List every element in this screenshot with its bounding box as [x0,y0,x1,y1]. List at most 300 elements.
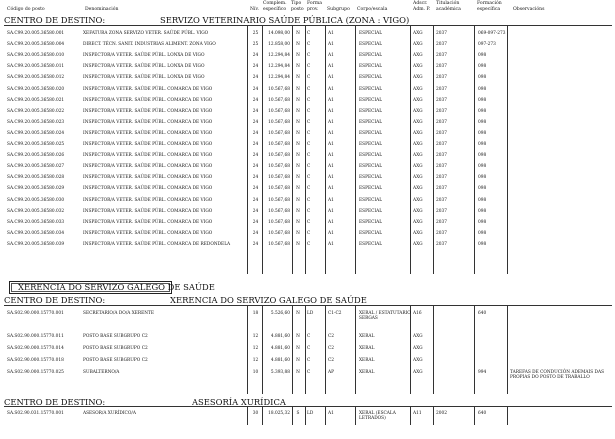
cell-form: 098 [478,208,487,214]
cell-comp: 4.881,60 [270,334,290,339]
cell-nivel: 24 [252,119,259,125]
cell-tipo: N [296,241,300,247]
cell-den: INSPECTOR/A VETER. SAÚDE PÚBL. COMARCA DE VIGO [83,86,213,92]
header-nivel-1: Nív. [250,7,259,12]
cell-tipo: N [296,86,300,92]
cell-forma: C [307,346,311,351]
cell-den: POSTO BASE SUBGRUPO C2 [83,346,148,351]
cell-forma: C [307,230,311,236]
cell-tipo: N [296,358,300,363]
cell-corpo: ESPECIAL [359,142,383,147]
cell-comp: 10.567,68 [268,108,290,114]
cell-sub: A1 [328,241,334,247]
cell-sub: A1 [328,64,334,70]
cell-corpo: ESPECIAL [359,53,383,59]
cell-tipo: N [296,153,300,159]
cell-nivel: 12 [252,346,259,351]
cell-form: 098 [478,175,487,181]
cell-codigo: SA.C99.20.005.36580.033 [7,219,65,225]
cell-sub: C1-C2 [328,311,342,316]
cell-comp: 10.567,68 [268,130,290,136]
cell-sub: A1 [328,153,334,159]
cell-tipo: N [296,208,300,214]
header-tipo-2: posto [291,7,304,12]
cell-codigo: SA.C99.20.005.36580.021 [7,97,65,103]
cell-forma: C [307,108,311,114]
cell-form: 098 [478,142,487,147]
cell-nivel: 25 [252,31,259,36]
cell-forma: C [307,64,311,70]
row-rule [4,25,612,26]
cell-corpo: ESPECIAL [359,75,383,81]
cell-adscr: AXG [413,42,423,48]
cell-codigo: SA.C99.20.005.36580.026 [7,153,65,159]
cell-form: 098 [478,219,487,225]
cell-form: 098 [478,75,487,81]
cell-corpo: XERAL [359,358,375,363]
cell-forma: LD [307,311,314,316]
cell-form: 098 [478,108,487,114]
header-complemento-1: Complem. [263,1,287,6]
cell-sub: A1 [328,411,334,416]
cell-codigo: SA.C99.20.005.36580.023 [7,119,65,125]
cell-den: SECRETARIO/A DO/A XERENTE [83,311,155,316]
cell-codigo: SA.C99.20.005.36580.029 [7,186,65,192]
header-codigo: Código do posto [7,7,45,12]
cell-nivel: 24 [252,86,259,92]
cell-forma: C [307,86,311,92]
cell-sub: C2 [328,334,335,339]
cell-den: INSPECTOR/A VETER. SAÚDE PÚBL. COMARCA DE VIGO [83,197,213,203]
cell-tit: 2037 [436,86,447,92]
cell-nivel: 24 [252,53,259,59]
cell-corpo: XERAL [359,346,375,351]
header-formacion-2: específica [477,7,501,12]
cell-sub: C2 [328,358,335,363]
header-adscr-1: Adscr. [413,1,428,6]
header-complemento-2: específico [263,7,287,12]
cell-codigo: SA.C99.20.005.36580.028 [7,175,65,181]
cell-form: 098 [478,119,487,125]
cell-adscr: AXG [413,97,423,103]
cell-form: 098 [478,186,487,192]
cell-codigo: SA.C99.20.005.36580.012 [7,75,65,81]
section-title: SERVIZO VETERINARIO SAÚDE PÚBLICA (ZONA : VIGO) [160,15,410,25]
cell-adscr: AXG [413,197,423,203]
cell-nivel: 24 [252,130,259,136]
cell-codigo: SA.C99.20.005.36580.032 [7,208,65,214]
cell-form: 098 [478,230,487,236]
cell-form: 098 [478,241,487,247]
cell-form: 098 [478,130,487,136]
cell-comp: 12.858,00 [268,42,290,48]
cell-corpo: ESPECIAL [359,64,383,70]
cell-tit: 2037 [436,108,447,114]
cell-corpo: ESPECIAL [359,241,383,247]
cell-comp: 10.567,68 [268,230,290,236]
cell-nivel: 24 [252,175,259,181]
cell-tit: 2037 [436,186,447,192]
cell-adscr: AXG [413,86,423,92]
cell-form: 098 [478,97,487,103]
cell-den: INSPECTOR/A VETER. SAÚDE PÚBL. COMARCA DE VIGO [83,175,213,181]
cell-sub: A1 [328,108,334,114]
cell-comp: 10.567,68 [268,119,290,125]
cell-tit: 2037 [436,142,447,147]
cell-sub: A1 [328,97,334,103]
cell-sub: A1 [328,86,334,92]
cell-comp: 10.567,68 [268,208,290,214]
cell-codigo: SA.S02.90.031.15770.001 [7,411,64,416]
cell-tipo: N [296,97,300,103]
cell-form: 098 [478,197,487,203]
cell-comp: 10.567,68 [268,142,290,147]
cell-tipo: N [296,31,300,36]
cell-tipo: N [296,230,300,236]
cell-adscr: AXG [413,186,423,192]
cell-forma: C [307,75,311,81]
cell-adscr: AXG [413,241,423,247]
cell-forma: C [307,130,311,136]
cell-adscr: AXG [413,53,423,59]
section-title: ASESORÍA XURÍDICA [192,397,286,407]
cell-sub: A1 [328,230,334,236]
cell-den: XEFATURA ZONA SERVIZO VETER. SAÚDE PÚBL. VIGO [83,31,209,36]
cell-tipo: N [296,311,300,316]
cell-comp: 10.567,68 [268,97,290,103]
cell-nivel: 24 [252,64,259,70]
cell-adscr: AXG [413,230,423,236]
cell-corpo: ESPECIAL [359,86,383,92]
cell-corpo: ESPECIAL [359,153,383,159]
cell-tipo: N [296,346,300,351]
cell-tit: 2037 [436,197,447,203]
cell-adscr: AXG [413,119,423,125]
cell-den: INSPECTOR/A VETER. SAÚDE PÚBL. COMARCA DE VIGO [83,153,213,159]
cell-nivel: 24 [252,164,259,170]
cell-forma: C [307,175,311,181]
cell-codigo: SA.C99.20.005.36580.024 [7,130,65,136]
cell-den: INSPECTOR/A VETER. SAÚDE PÚBL. COMARCA DE VIGO [83,230,213,236]
cell-corpo: ESPECIAL [359,42,383,48]
cell-codigo: SA.S02.90.000.15770.011 [7,334,64,339]
cell-adscr: AXG [413,219,423,225]
cell-tit: 2037 [436,119,447,125]
section-title: XERENCIA DO SERVIZO GALEGO DE SAÚDE [170,295,367,305]
header-observacions: Observacións [513,7,545,12]
cell-den: POSTO BASE SUBGRUPO C2 [83,358,148,363]
cell-nivel: 24 [252,241,259,247]
cell-form: 098 [478,86,487,92]
cell-comp: 5.526,60 [270,311,290,316]
cell-adscr: AXG [413,358,423,363]
cell-comp: 10.567,68 [268,241,290,247]
group-box-label: XERENCIA DO SERVIZO GALEGO DE SAÚDE [18,281,215,292]
cell-corpo: ESPECIAL [359,175,383,181]
cell-tipo: N [296,142,300,147]
cell-tipo: N [296,219,300,225]
cell-nivel: 24 [252,153,259,159]
cell-adscr: AXG [413,75,423,81]
cell-tit: 2037 [436,53,447,59]
cell-adscr: A11 [413,411,422,416]
cell-tit: 2037 [436,97,447,103]
cell-tit: 2037 [436,42,447,48]
cell-comp: 18.025,32 [268,411,290,416]
cell-corpo: XERAL [359,370,375,375]
cell-tit: 2037 [436,219,447,225]
cell-forma: C [307,42,311,48]
cell-sub: C2 [328,346,335,351]
cell-comp: 14.098,00 [268,31,290,36]
cell-den: INSPECTOR/A VETER. SAÚDE PÚBL. COMARCA DE VIGO [83,130,213,136]
cell-forma: C [307,197,311,203]
cell-den: INSPECTOR/A VETER. SAÚDE PÚBL. COMARCA DE VIGO [83,164,213,170]
cell-comp: 4.881,60 [270,346,290,351]
cell-tipo: N [296,186,300,192]
cell-form: 994 [478,370,487,375]
cell-sub: A1 [328,175,334,181]
cell-tipo: N [296,334,300,339]
cell-forma: C [307,219,311,225]
cell-codigo: SA.C99.20.005.36580.022 [7,108,65,114]
cell-forma: C [307,334,311,339]
cell-tit: 2037 [436,208,447,214]
cell-tit: 2037 [436,75,447,81]
cell-codigo: SA.C99.20.005.36580.039 [7,241,65,247]
cell-den: INSPECTOR/A VETER. SAÚDE PÚBL. LONXA DE VIGO [83,53,205,59]
cell-codigo: SA.C99.20.005.36580.010 [7,53,65,59]
header-corpo: Corpo/escala [357,7,388,12]
cell-corpo: ESPECIAL [359,119,383,125]
cell-comp: 12.294,84 [268,75,290,81]
cell-tipo: N [296,197,300,203]
cell-corpo: ESPECIAL [359,230,383,236]
cell-adscr: AXG [413,153,423,159]
cell-forma: C [307,97,311,103]
cell-tit: 2037 [436,64,447,70]
cell-corpo: ESPECIAL [359,219,383,225]
cell-sub: A1 [328,31,334,36]
cell-codigo: SA.C99.20.005.36580.027 [7,164,65,170]
cell-comp: 5.393,88 [270,370,290,375]
cell-tipo: S [296,411,300,416]
cell-nivel: 10 [252,370,259,375]
cell-codigo: SA.C99.20.005.36580.001 [7,31,65,36]
cell-comp: 10.567,68 [268,219,290,225]
cell-corpo: ESPECIAL [359,97,383,103]
cell-forma: C [307,153,311,159]
cell-forma: C [307,142,311,147]
cell-sub: A1 [328,164,334,170]
centro-destino-label: CENTRO DE DESTINO: [4,15,106,25]
cell-nivel: 24 [252,208,259,214]
cell-adscr: AXG [413,208,423,214]
cell-nivel: 24 [252,197,259,203]
cell-comp: 10.567,68 [268,153,290,159]
cell-tipo: N [296,75,300,81]
cell-forma: C [307,208,311,214]
cell-tipo: N [296,370,300,375]
cell-tipo: N [296,64,300,70]
cell-comp: 10.567,68 [268,86,290,92]
cell-comp: 10.567,68 [268,197,290,203]
cell-adscr: AXG [413,31,423,36]
cell-codigo: SA.C99.20.005.36580.004 [7,42,65,48]
cell-adscr: AXG [413,142,423,147]
row-rule [4,305,612,306]
cell-nivel: 12 [252,358,259,363]
cell-corpo: ESPECIAL [359,108,383,114]
cell-den: INSPECTOR/A VETER. SAÚDE PÚBL. COMARCA DE VIGO [83,219,213,225]
cell-comp: 10.567,68 [268,164,290,170]
cell-tit: 2037 [436,230,447,236]
cell-adscr: AXG [413,130,423,136]
cell-corpo: ESPECIAL [359,130,383,136]
cell-form: 097-273 [478,42,496,48]
cell-form: 098 [478,53,487,59]
cell-nivel: 12 [252,334,259,339]
centro-destino-label: CENTRO DE DESTINO: [4,397,106,407]
cell-tipo: N [296,108,300,114]
cell-sub: A1 [328,219,334,225]
cell-adscr: AXG [413,346,423,351]
cell-nivel: 24 [252,186,259,192]
cell-den: ASESOR/A XURÍDICO/A [83,411,136,416]
header-titulacion-1: Titulación [436,1,460,6]
cell-corpo: ESPECIAL [359,31,383,36]
cell-tipo: N [296,164,300,170]
cell-corpo: ESPECIAL [359,186,383,192]
cell-forma: C [307,241,311,247]
cell-forma: C [307,53,311,59]
cell-tipo: N [296,175,300,181]
cell-codigo: SA.S02.90.000.15770.025 [7,370,64,375]
cell-comp: 10.567,68 [268,175,290,181]
cell-den: INSPECTOR/A VETER. SAÚDE PÚBL. COMARCA DE VIGO [83,142,213,147]
cell-adscr: AXG [413,64,423,70]
header-formacion-1: Formación [477,1,502,6]
header-subgrupo: Subgrupo [327,7,350,12]
cell-adscr: AXG [413,370,423,375]
cell-form: 640 [478,411,487,416]
cell-form: 098 [478,164,487,170]
cell-sub: A1 [328,119,334,125]
cell-sub: A1 [328,186,334,192]
cell-den: POSTO BASE SUBGRUPO C2 [83,334,148,339]
cell-sub: A1 [328,53,334,59]
cell-tit: 2037 [436,31,447,36]
cell-form: 069-097-273 [478,31,506,36]
cell-corpo: XERAL / ESTATUTARIO SERGAS [359,311,411,321]
cell-sub: A1 [328,197,334,203]
centro-destino-label: CENTRO DE DESTINO: [4,295,106,305]
cell-den: INSPECTOR/A VETER. SAÚDE PÚBL. COMARCA DE VIGO [83,208,213,214]
cell-codigo: SA.C99.20.005.36580.030 [7,197,65,203]
cell-nivel: 18 [252,311,259,316]
cell-tit: 2037 [436,164,447,170]
cell-form: 098 [478,153,487,159]
header-titulacion-2: académica [436,7,461,12]
header-forma-1: Forma [307,1,322,6]
cell-adscr: AXG [413,175,423,181]
cell-sub: A1 [328,75,334,81]
cell-corpo: ESPECIAL [359,208,383,214]
cell-sub: A1 [328,142,334,147]
cell-den: INSPECTOR/A VETER. SAÚDE PÚBL. COMARCA DE REDONDELA [83,241,231,247]
cell-adscr: A16 [413,311,422,316]
cell-forma: C [307,119,311,125]
cell-nivel: 24 [252,142,259,147]
cell-comp: 10.567,68 [268,186,290,192]
cell-tipo: N [296,42,300,48]
cell-tit: 2037 [436,130,447,136]
cell-corpo: ESPECIAL [359,164,383,170]
cell-tit: 2037 [436,175,447,181]
cell-adscr: AXG [413,334,423,339]
cell-den: INSPECTOR/A VETER. SAÚDE PÚBL. COMARCA DE VIGO [83,97,213,103]
cell-codigo: SA.C99.20.005.36580.034 [7,230,65,236]
cell-nivel: 30 [252,411,259,416]
cell-obs: TAREFAS DE CONDUCIÓN ADEMAIS DAS PROPIAS DO POSTO DE TRABALLO [510,370,605,380]
cell-nivel: 24 [252,108,259,114]
cell-tipo: N [296,119,300,125]
cell-sub: AP [328,370,334,375]
cell-den: DIRECT. TÉCN. SANIT. INDUSTRIAS ALIMENT. ZONA VIGO [83,42,216,48]
cell-codigo: SA.S02.90.000.15770.001 [7,311,64,316]
cell-form: 640 [478,311,487,316]
cell-sub: A1 [328,130,334,136]
cell-forma: C [307,358,311,363]
cell-tit: 2037 [436,153,447,159]
cell-sub: A1 [328,208,334,214]
cell-sub: A1 [328,42,334,48]
cell-forma: C [307,164,311,170]
cell-den: INSPECTOR/A VETER. SAÚDE PÚBL. COMARCA DE VIGO [83,108,213,114]
row-rule [4,406,612,407]
cell-den: INSPECTOR/A VETER. SAÚDE PÚBL. LONXA DE VIGO [83,75,205,81]
header-denominacion: Denominación [85,7,119,12]
cell-adscr: AXG [413,164,423,170]
cell-comp: 12.294,84 [268,64,290,70]
cell-tit: 2002 [436,411,447,416]
cell-codigo: SA.S02.90.000.15770.018 [7,358,64,363]
cell-tipo: N [296,130,300,136]
cell-codigo: SA.C99.20.005.36580.011 [7,64,65,70]
header-tipo-1: Tipo [291,1,302,6]
cell-adscr: AXG [413,108,423,114]
cell-nivel: 24 [252,230,259,236]
cell-codigo: SA.C99.20.005.36580.020 [7,86,65,92]
cell-corpo: XERAL [359,334,375,339]
cell-den: INSPECTOR/A VETER. SAÚDE PÚBL. COMARCA DE VIGO [83,186,213,192]
cell-den: INSPECTOR/A VETER. SAÚDE PÚBL. LONXA DE VIGO [83,64,205,70]
cell-tit: 2037 [436,241,447,247]
cell-corpo: XERAL (ESCALA LETRADOS) [359,411,396,421]
cell-comp: 4.881,60 [270,358,290,363]
cell-corpo: ESPECIAL [359,197,383,203]
cell-nivel: 24 [252,219,259,225]
cell-forma: C [307,370,311,375]
cell-form: 098 [478,64,487,70]
header-adscr-2: Adm. P. [413,7,431,12]
cell-den: SUBALTERNO/A [83,370,120,375]
cell-codigo: SA.S02.90.000.15770.014 [7,346,64,351]
cell-comp: 12.294,84 [268,53,290,59]
cell-tipo: N [296,53,300,59]
cell-nivel: 25 [252,42,259,48]
cell-forma: C [307,31,311,36]
